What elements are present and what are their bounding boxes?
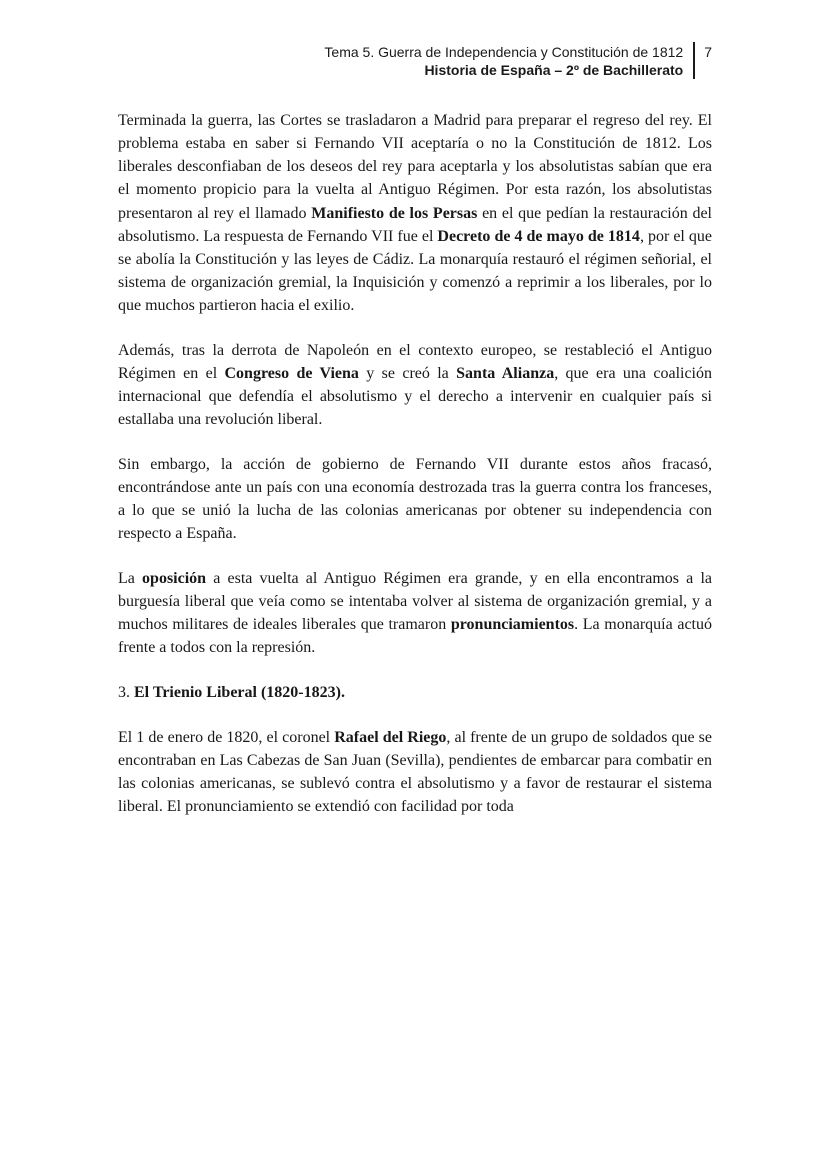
text-segment: Terminada la guerra, las Cortes se trasladaron a Madrid para preparar el regreso del rey. El problema estaba en saber si Fernando VII aceptaría o no la Constitución de 1812. Los liberales desconfiaban de los deseos del rey para aceptarla y los absolutistas sabían que era el momento propicio para la vuelta al Antiguo Régimen. Por esta razón, los absolutistas presentaron al rey el llamado [118,112,712,222]
text-segment: La [118,569,143,587]
page-number-divider [693,42,712,79]
text-segment: . La monarquía actuó frente a todos con la represión. [118,615,713,656]
header-subject-title: Historia de España – 2º de Bachillerato [424,62,684,79]
paragraph [118,453,712,545]
paragraph [118,726,712,818]
bold-text-segment: El Trienio Liberal (1820-1823). [134,684,345,702]
paragraph [118,109,712,316]
text-segment: , por el que se abolía la Constitución y las leyes de Cádiz. La monarquía restauró el régimen señorial, el sistema de organización gremial, la Inquisición y comenzó a reprimir a los liberales, por lo que muchos partieron hacia el exilio. [118,227,713,314]
page-header [118,42,712,79]
text-segment: El 1 de enero de 1820, el coronel [118,729,335,747]
text-segment: y se creó la [358,364,457,382]
text-segment: , al frente de un grupo de soldados que se encontraban en Las Cabezas de San Juan (Sevilla), pendientes de embarcar para combatir en las colonias americanas, se sublevó contra el absolutismo y a favor de restaurar el sistema liberal. El pronunciamiento se extendió con facilidad por toda [118,729,713,816]
bold-text-segment: oposición [142,569,207,587]
bold-text-segment: Santa Alianza [456,364,555,382]
text-segment: en el que pedían la restauración del absolutismo. La respuesta de Fernando VII fue el [118,204,712,245]
document-body [118,109,712,818]
paragraph [118,339,712,431]
bold-text-segment: Rafael del Riego [334,729,447,747]
text-segment: Sin embargo, la acción de gobierno de Fernando VII durante estos años fracasó, encontrándose ante un país con una economía destrozada tras la guerra contra los franceses, a lo que se unió la lucha de las colonias americanas por obtener su independencia con respecto a España. [118,455,712,542]
section-heading [118,681,712,704]
bold-text-segment: pronunciamientos [450,615,575,633]
paragraph [118,567,712,659]
header-topic-title: Tema 5. Guerra de Independencia y Constitución de 1812 [324,44,684,60]
text-segment: 3. [118,684,134,702]
text-segment: , que era una coalición internacional que defendía el absolutismo y el derecho a intervenir en cualquier país si estallaba una revolución liberal. [118,364,712,428]
text-segment: a esta vuelta al Antiguo Régimen era grande, y en ella encontramos a la burguesía liberal que veía como se intentaba volver al sistema de organización gremial, y a muchos militares de ideales liberales que tramaron [118,569,712,633]
bold-text-segment: Manifiesto de los Persas [311,204,478,222]
header-title-block [324,42,693,79]
page-number: 7 [704,44,712,60]
bold-text-segment: Congreso de Viena [224,364,359,382]
bold-text-segment: Decreto de 4 de mayo de 1814 [437,227,640,245]
text-segment: Además, tras la derrota de Napoleón en el contexto europeo, se restableció el Antiguo Régimen en el [118,341,712,382]
